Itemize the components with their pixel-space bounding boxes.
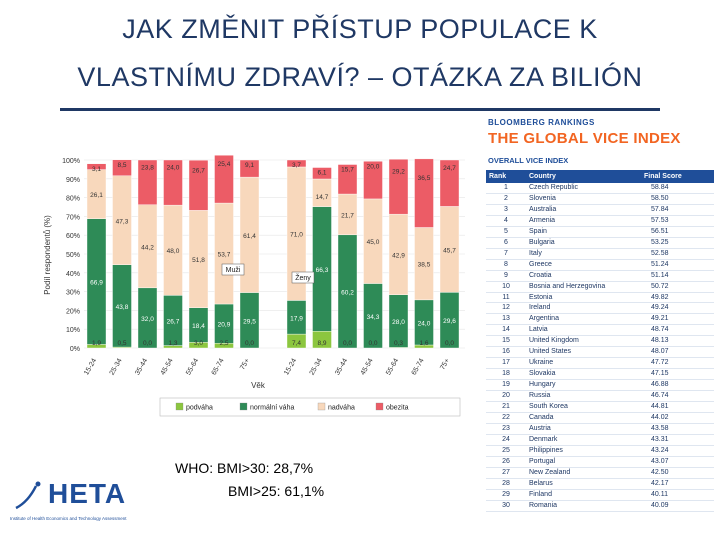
slide-title-line2: VLASTNÍMU ZDRAVÍ? – OTÁZKA ZA BILIÓN <box>77 62 643 92</box>
gvi-score: 58.84 <box>641 183 714 193</box>
gvi-rank: 28 <box>486 478 526 489</box>
gvi-country: Bosnia and Herzegovina <box>526 281 641 292</box>
bar-segment-obezita <box>415 159 434 228</box>
segment-value-label: 25,4 <box>217 161 231 169</box>
gvi-score: 48.13 <box>641 336 714 347</box>
gvi-row <box>486 467 714 478</box>
segment-value-label: 71,0 <box>290 231 303 239</box>
gvi-country: South Korea <box>526 402 641 413</box>
gvi-score: 43.07 <box>641 456 714 467</box>
gvi-row <box>486 456 714 467</box>
segment-value-label: 18,4 <box>192 323 205 331</box>
segment-value-label: 34,3 <box>366 313 380 321</box>
segment-value-label: 15,7 <box>341 166 354 174</box>
segment-value-label: 29,6 <box>443 318 456 326</box>
gvi-row <box>486 259 714 270</box>
gvi-row <box>486 413 714 424</box>
gvi-rank: 9 <box>486 270 526 281</box>
gvi-country: Ukraine <box>526 358 641 369</box>
gvi-country: Czech Republic <box>526 183 641 193</box>
gvi-row <box>486 445 714 456</box>
y-tick-label: 90% <box>65 176 80 184</box>
gvi-rank: 6 <box>486 237 526 248</box>
segment-value-label: 44,2 <box>141 244 154 252</box>
gvi-score: 48.07 <box>641 347 714 358</box>
segment-value-label: 8,5 <box>117 161 127 169</box>
gvi-score: 49.21 <box>641 314 714 325</box>
x-tick-label: 65-74 <box>410 357 426 377</box>
gvi-score: 57.53 <box>641 215 714 226</box>
gvi-score: 52.58 <box>641 248 714 259</box>
segment-value-label: 0,0 <box>244 340 255 347</box>
who-note-line1: WHO: BMI>30: 28,7% <box>175 460 314 476</box>
gvi-row <box>486 183 714 193</box>
gvi-header-row <box>486 170 714 183</box>
segment-value-label: 24,0 <box>417 320 431 328</box>
gvi-rank: 22 <box>486 413 526 424</box>
gvi-country: United Kingdom <box>526 336 641 347</box>
segment-value-label: 61,4 <box>243 232 256 240</box>
gvi-country: Finland <box>526 489 641 500</box>
gvi-score: 47.72 <box>641 358 714 369</box>
segment-value-label: 45,7 <box>443 247 456 255</box>
gvi-country: Croatia <box>526 270 641 281</box>
segment-value-label: 45,0 <box>366 239 380 247</box>
gvi-rank: 16 <box>486 347 526 358</box>
x-tick-label: 35-44 <box>334 357 350 377</box>
segment-value-label: 26,7 <box>192 167 205 175</box>
gvi-rank: 18 <box>486 369 526 380</box>
gvi-country: Italy <box>526 248 641 259</box>
segment-value-label: 28,0 <box>392 319 405 327</box>
heta-logo <box>10 478 170 528</box>
segment-value-label: 9,1 <box>244 162 255 169</box>
x-tick-label: 15-24 <box>83 357 99 377</box>
segment-value-label: 26,7 <box>166 318 180 326</box>
gvi-score: 43.24 <box>641 445 714 456</box>
gvi-country: Belarus <box>526 478 641 489</box>
segment-value-label: 53,7 <box>217 251 231 259</box>
segment-value-label: 66,9 <box>90 279 103 287</box>
x-axis-label: Věk <box>251 381 265 390</box>
segment-value-label: 7,4 <box>291 340 302 347</box>
gvi-country: Spain <box>526 226 641 237</box>
gvi-row <box>486 380 714 391</box>
segment-value-label: 17,9 <box>290 315 303 323</box>
segment-value-label: 1,6 <box>419 340 429 347</box>
segment-value-label: 29,5 <box>243 318 256 326</box>
gvi-rank: 11 <box>486 292 526 303</box>
segment-value-label: 3,1 <box>91 165 102 173</box>
gvi-country: Estonia <box>526 292 641 303</box>
gvi-country: New Zealand <box>526 467 641 478</box>
segment-value-label: 32,0 <box>141 315 154 323</box>
x-tick-label: 45-54 <box>159 357 175 377</box>
gvi-rank: 3 <box>486 204 526 215</box>
global-vice-index-panel <box>484 114 716 509</box>
gvi-country: Argentina <box>526 314 641 325</box>
gvi-brand: BLOOMBERG RANKINGS <box>488 118 595 127</box>
segment-value-label: 24,0 <box>166 164 180 172</box>
legend-label: normální váha <box>250 404 295 412</box>
segment-value-label: 3,0 <box>193 340 204 347</box>
segment-value-label: 6,1 <box>317 169 327 177</box>
segment-value-label: 0,0 <box>368 340 378 347</box>
y-tick-label: 70% <box>65 214 80 222</box>
gvi-score: 58.50 <box>641 193 714 204</box>
gvi-score: 44.02 <box>641 413 714 424</box>
legend-label: obezita <box>386 404 409 412</box>
gvi-rank: 17 <box>486 358 526 369</box>
gvi-row <box>486 237 714 248</box>
gvi-rank: 25 <box>486 445 526 456</box>
segment-value-label: 8,9 <box>317 340 327 347</box>
segment-value-label: 20,0 <box>366 163 380 171</box>
y-tick-label: 30% <box>65 289 80 297</box>
gvi-row <box>486 347 714 358</box>
heta-swoosh-icon <box>10 478 50 514</box>
gvi-country: Ireland <box>526 303 641 314</box>
legend-swatch <box>176 403 183 410</box>
gvi-country: Bulgaria <box>526 237 641 248</box>
legend-label: podváha <box>186 404 213 412</box>
segment-value-label: 60,2 <box>341 289 354 297</box>
segment-value-label: 23,8 <box>141 164 154 172</box>
gvi-country: Slovenia <box>526 193 641 204</box>
gvi-rank: 4 <box>486 215 526 226</box>
segment-value-label: 0,0 <box>342 340 353 347</box>
y-tick-label: 0% <box>69 346 80 353</box>
gvi-row <box>486 226 714 237</box>
gvi-row <box>486 314 714 325</box>
gvi-rank: 21 <box>486 402 526 413</box>
gvi-rank: 20 <box>486 391 526 402</box>
gvi-country: Armenia <box>526 215 641 226</box>
segment-value-label: 0,0 <box>444 340 455 347</box>
gvi-row <box>486 391 714 402</box>
gvi-row <box>486 270 714 281</box>
gvi-country: Russia <box>526 391 641 402</box>
segment-value-label: 42,9 <box>392 252 405 260</box>
gvi-row <box>486 434 714 445</box>
gvi-score: 43.31 <box>641 434 714 445</box>
gvi-country: Romania <box>526 500 641 511</box>
x-tick-label: 25-34 <box>308 357 324 377</box>
segment-value-label: 0,5 <box>117 340 127 347</box>
gvi-title: THE GLOBAL VICE INDEX <box>488 130 681 147</box>
segment-value-label: 24,7 <box>443 165 456 173</box>
gvi-row <box>486 402 714 413</box>
segment-value-label: 3,7 <box>291 162 302 169</box>
segment-value-label: 0,0 <box>142 340 153 347</box>
gvi-score: 40.11 <box>641 489 714 500</box>
legend-swatch <box>240 403 247 410</box>
segment-value-label: 14,7 <box>315 193 329 201</box>
gvi-row <box>486 500 714 511</box>
gvi-score: 43.58 <box>641 423 714 434</box>
gvi-rank: 7 <box>486 248 526 259</box>
gvi-country: Portugal <box>526 456 641 467</box>
gvi-country: Canada <box>526 413 641 424</box>
legend-swatch <box>318 403 325 410</box>
gvi-row <box>486 358 714 369</box>
segment-value-label: 36,5 <box>417 175 431 183</box>
segment-value-label: 20,9 <box>217 321 231 329</box>
heta-logo-name: HETA <box>48 478 127 509</box>
bar-segment-nadváha <box>313 179 332 207</box>
gvi-rank: 23 <box>486 423 526 434</box>
gvi-row <box>486 478 714 489</box>
y-tick-label: 10% <box>65 327 80 335</box>
gvi-table <box>486 170 714 512</box>
y-axis-label: Podíl respondentů (%) <box>43 215 52 295</box>
gvi-score: 46.88 <box>641 380 714 391</box>
gvi-rank: 15 <box>486 336 526 347</box>
gvi-rank: 8 <box>486 259 526 270</box>
gvi-country: Greece <box>526 259 641 270</box>
segment-value-label: 38,5 <box>417 261 431 269</box>
gvi-country: United States <box>526 347 641 358</box>
segment-value-label: 0,3 <box>393 340 404 347</box>
y-tick-label: 40% <box>65 270 80 278</box>
segment-value-label: 48,0 <box>166 248 180 256</box>
gvi-country: Austria <box>526 423 641 434</box>
gvi-score: 44.81 <box>641 402 714 413</box>
gvi-country: Hungary <box>526 380 641 391</box>
segment-value-label: 1,9 <box>91 340 102 347</box>
gvi-row <box>486 303 714 314</box>
gvi-rank: 1 <box>486 183 526 193</box>
gvi-score: 42.50 <box>641 467 714 478</box>
gvi-score: 51.14 <box>641 270 714 281</box>
gvi-country: Australia <box>526 204 641 215</box>
gvi-subtitle: OVERALL VICE INDEX <box>488 156 569 165</box>
segment-value-label: 21,7 <box>341 212 354 220</box>
gvi-rank: 10 <box>486 281 526 292</box>
gvi-rank: 30 <box>486 500 526 511</box>
gvi-rank: 2 <box>486 193 526 204</box>
gvi-score: 48.74 <box>641 325 714 336</box>
heta-logo-subtitle: Institute of Health Economics and Technology Assessment <box>10 516 127 521</box>
gvi-rank: 27 <box>486 467 526 478</box>
gvi-score: 50.72 <box>641 281 714 292</box>
who-note-line2: BMI>25: 61,1% <box>228 483 325 499</box>
gvi-country: Philippines <box>526 445 641 456</box>
legend-label: nadváha <box>328 404 355 412</box>
x-tick-label: 45-54 <box>359 357 375 377</box>
segment-value-label: 1,3 <box>168 340 178 347</box>
gvi-rank: 24 <box>486 434 526 445</box>
gvi-score: 49.24 <box>641 303 714 314</box>
y-tick-label: 60% <box>65 233 80 241</box>
y-tick-label: 50% <box>65 252 80 259</box>
gvi-score: 46.74 <box>641 391 714 402</box>
segment-value-label: 66,3 <box>315 266 329 274</box>
gvi-rank: 12 <box>486 303 526 314</box>
segment-value-label: 29,2 <box>392 168 405 176</box>
gvi-rank: 13 <box>486 314 526 325</box>
segment-value-label: 47,3 <box>115 218 129 226</box>
gvi-score: 49.82 <box>641 292 714 303</box>
gvi-score: 51.24 <box>641 259 714 270</box>
gvi-row <box>486 248 714 259</box>
gvi-row <box>486 336 714 347</box>
x-tick-label: 15-24 <box>283 357 299 377</box>
gvi-score: 40.09 <box>641 500 714 511</box>
segment-value-label: 51,8 <box>192 257 205 265</box>
gvi-row <box>486 369 714 380</box>
legend-swatch <box>376 403 383 410</box>
x-tick-label: 75+ <box>239 357 252 372</box>
x-tick-label: 35-44 <box>134 357 150 377</box>
gvi-row <box>486 325 714 336</box>
gvi-score: 57.84 <box>641 204 714 215</box>
y-tick-label: 100% <box>62 158 80 165</box>
x-tick-label: 55-64 <box>185 357 201 377</box>
gvi-header-country: Country <box>526 170 641 183</box>
gvi-row <box>486 215 714 226</box>
gvi-row <box>486 423 714 434</box>
y-tick-label: 20% <box>65 308 80 316</box>
gvi-score: 56.51 <box>641 226 714 237</box>
gvi-row <box>486 281 714 292</box>
group-label: Muži <box>225 267 241 274</box>
gvi-row <box>486 204 714 215</box>
x-tick-label: 25-34 <box>108 357 124 377</box>
gvi-country: Latvia <box>526 325 641 336</box>
gvi-rank: 19 <box>486 380 526 391</box>
gvi-rank: 29 <box>486 489 526 500</box>
x-tick-label: 75+ <box>439 357 452 372</box>
gvi-score: 53.25 <box>641 237 714 248</box>
gvi-header-score: Final Score <box>641 170 714 183</box>
who-note <box>175 457 324 503</box>
segment-value-label: 2,5 <box>219 340 229 347</box>
gvi-country: Slovakia <box>526 369 641 380</box>
gvi-score: 47.15 <box>641 369 714 380</box>
x-tick-label: 65-74 <box>210 357 226 377</box>
gvi-row <box>486 193 714 204</box>
gvi-rank: 26 <box>486 456 526 467</box>
gvi-header-rank: Rank <box>486 170 526 183</box>
segment-value-label: 43,8 <box>115 303 129 311</box>
y-tick-label: 80% <box>65 195 80 203</box>
gvi-row <box>486 489 714 500</box>
gvi-country: Denmark <box>526 434 641 445</box>
group-label: Ženy <box>295 275 311 282</box>
slide-title-line1: JAK ZMĚNIT PŘÍSTUP POPULACE K <box>122 14 598 44</box>
gvi-rank: 14 <box>486 325 526 336</box>
gvi-row <box>486 292 714 303</box>
gvi-rank: 5 <box>486 226 526 237</box>
x-tick-label: 55-64 <box>385 357 401 377</box>
bar-segment-obezita <box>389 159 408 214</box>
segment-value-label: 26,1 <box>90 192 103 200</box>
gvi-score: 42.17 <box>641 478 714 489</box>
